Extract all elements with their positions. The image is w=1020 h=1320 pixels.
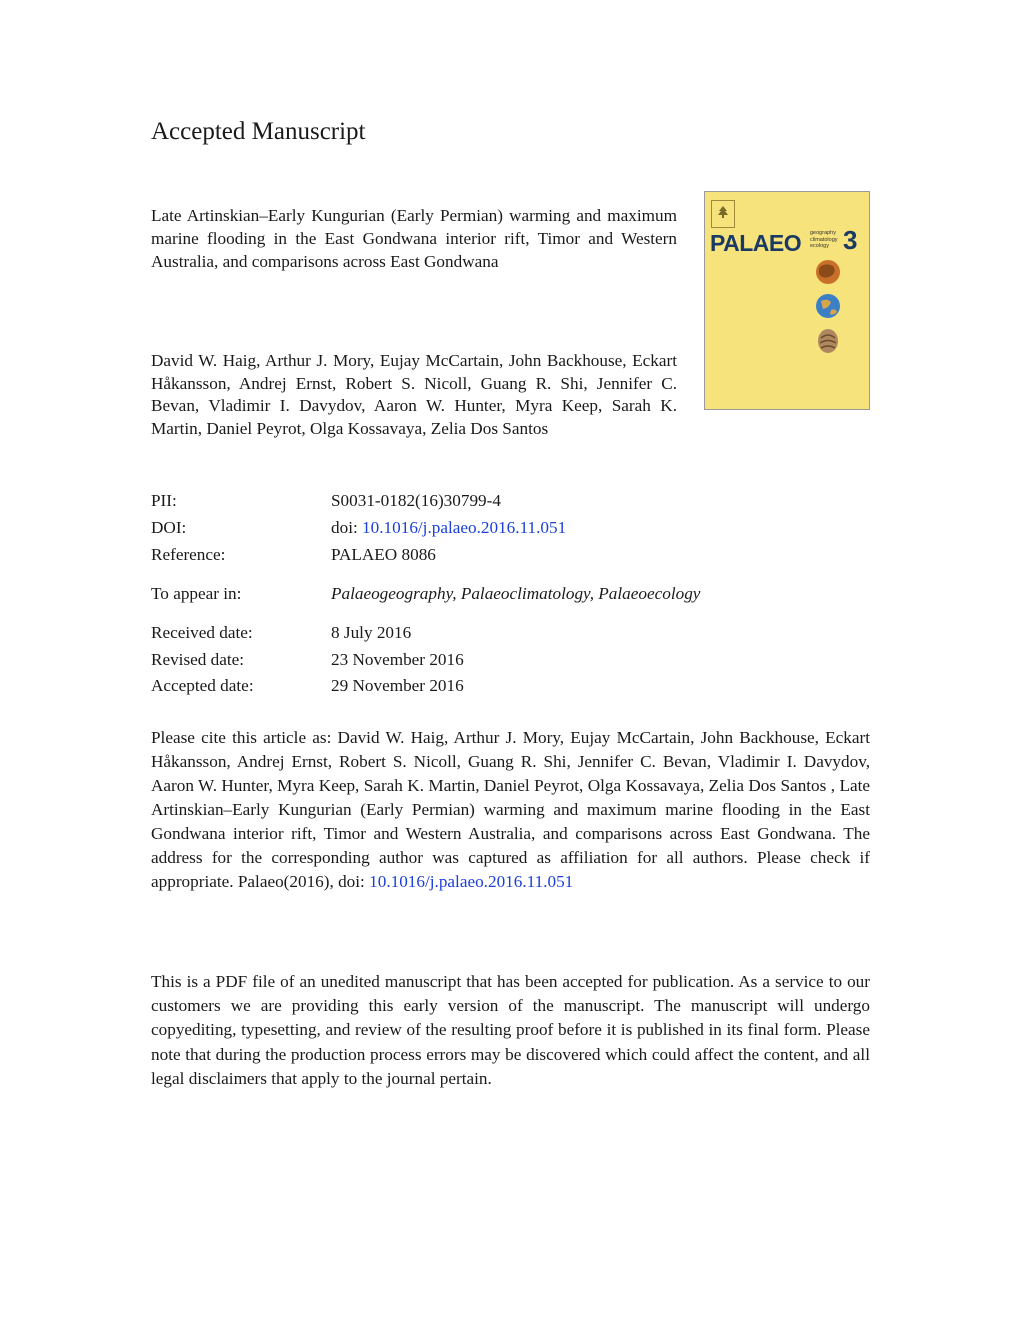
page-title: Accepted Manuscript [151,118,366,145]
article-title: Late Artinskian–Early Kungurian (Early Permian) warming and maximum marine flooding in the East Gondwana interior rift, Timor and Western Australia, and comparisons across East Gondwana [151,206,677,271]
reference-value: PALAEO 8086 [331,545,436,564]
citation-text: Please cite this article as: David W. Haig, Arthur J. Mory, Eujay McCartain, John Backhouse, Eckart Håkansson, Andrej Ernst, Robert S. Nicoll, Guang R. Shi, Jennifer C. Bevan, Vladimir I. Davydov, Aaron W. Hunter, Myra Keep, Sarah K. Martin, Daniel Peyrot, Olga Kossavaya, Zelia Dos Santos , Late Artinskian–Early Kungurian (Early Permian) warming and maximum marine flooding in the East Gondwana interior rift, Timor and Western Australia, and comparisons across East Gondwana. The address for the corresponding author was captured as affiliation for all authors. Please check if appropriate. Palaeo(2016), doi: [151,728,870,891]
revised-value: 23 November 2016 [331,650,464,669]
appear-label: To appear in: [151,584,242,603]
doi-label: DOI: [151,518,187,537]
accepted-value: 29 November 2016 [331,676,464,695]
elsevier-logo-icon [711,200,735,228]
disclaimer-paragraph: This is a PDF file of an unedited manuscript that has been accepted for publication. As a service to our customers we are providing this early version of the manuscript. The manuscript will undergo copyediting, typesetting, and review of the resulting proof before it is published in its final form. Please note that during the production process errors may be discovered which could affect the content, and all legal disclaimers that apply to the journal pertain. [151,972,870,1088]
citation-paragraph [151,726,870,894]
cover-subjects [810,230,846,250]
received-value: 8 July 2016 [331,623,412,642]
cover-volume-digit: 3 [843,225,858,255]
earth-icon [813,292,843,320]
cover-subject: geography [810,230,836,236]
cover-journal-name: PALAEO [710,230,802,256]
pii-label: PII: [151,491,177,510]
journal-cover-image [704,191,870,410]
author-list: David W. Haig, Arthur J. Mory, Eujay McCartain, John Backhouse, Eckart Håkansson, Andrej Ernst, Robert S. Nicoll, Guang R. Shi, Jennifer C. Bevan, Vladimir I. Davydov, Aaron W. Hunter, Myra Keep, Sarah K. Martin, Daniel Peyrot, Olga Kossavaya, Zelia Dos Santos [151,351,677,438]
doi-prefix: doi: [331,518,363,537]
cover-subject: climatology [810,236,838,243]
doi-value [331,517,566,539]
received-label: Received date: [151,623,253,642]
journal-title: Palaeogeography, Palaeoclimatology, Palaeoecology [331,584,701,603]
revised-label: Revised date: [151,650,245,669]
doi-link[interactable]: 10.1016/j.palaeo.2016.11.051 [362,518,567,537]
cover-subject: ecology [810,243,829,249]
fossil-icon [813,326,843,356]
pii-value: S0031-0182(16)30799-4 [331,491,501,510]
reference-label: Reference: [151,545,226,564]
accepted-label: Accepted date: [151,676,254,695]
globe-icon [813,258,843,286]
citation-doi-link[interactable]: 10.1016/j.palaeo.2016.11.051 [369,872,574,891]
